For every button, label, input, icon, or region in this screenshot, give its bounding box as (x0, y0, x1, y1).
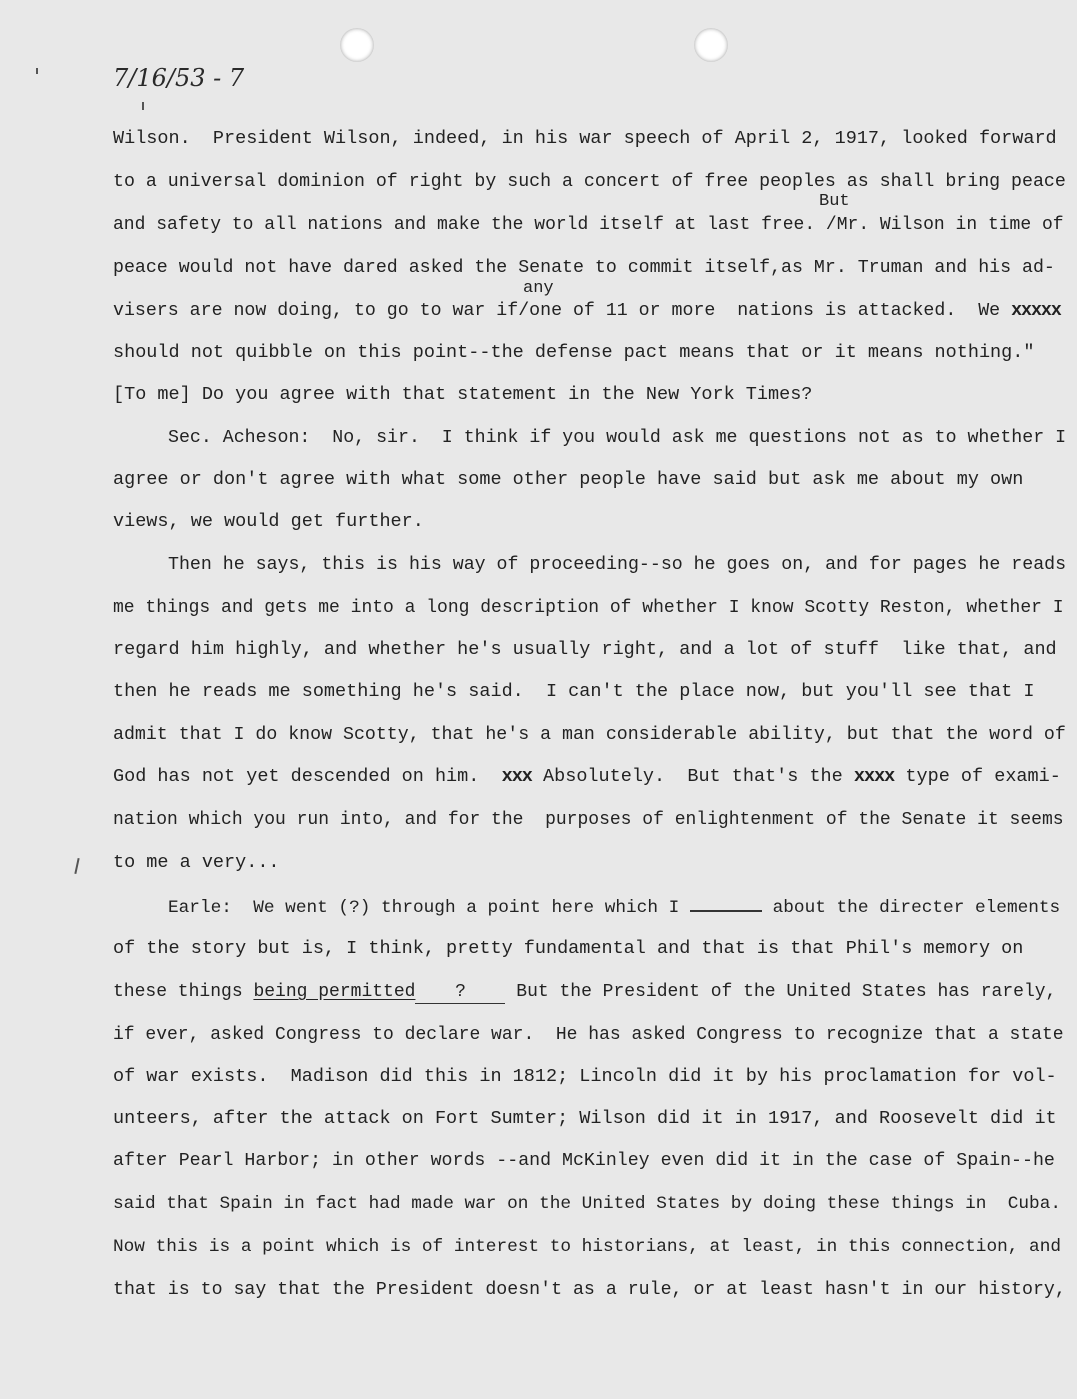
text-line: regard him highly, and whether he's usually right, and a lot of stuff like that, and (113, 639, 1057, 660)
handwritten-insertion: But (819, 192, 850, 211)
struck-text: xxxxx (1011, 301, 1061, 321)
text-line: admit that I do know Scotty, that he's a man considerable ability, but that the word of (113, 725, 1066, 745)
text-line: of the story but is, I think, pretty fundamental and that is that Phil's memory on (113, 938, 1024, 959)
text-line: Then he says, this is his way of proceeding--so he goes on, and for pages he reads (168, 555, 1067, 575)
text-line: after Pearl Harbor; in other words --and McKinley even did it in the case of Spain--he (113, 1151, 1055, 1171)
text-line: [To me] Do you agree with that statement in the New York Times? (113, 384, 813, 405)
text-line: unteers, after the attack on Fort Sumter; Wilson did it in 1917, and Roosevelt did it (113, 1108, 1057, 1129)
punch-hole-right (694, 28, 728, 62)
blank-line (690, 896, 762, 912)
text-line: Sec. Acheson: No, sir. I think if you would ask me questions not as to whether I (168, 428, 1067, 448)
question-blank: ? (415, 981, 505, 1004)
text-line: Wilson. President Wilson, indeed, in his war speech of April 2, 1917, looked forward (113, 128, 1057, 149)
line-text: about the directer elements (772, 898, 1061, 918)
text-line: should not quibble on this point--the defense pact means that or it means nothing." (113, 342, 1035, 363)
page-reference: 7/16/53 - 7 (113, 64, 245, 92)
line-text: But the President of the United States has rarely, (505, 982, 1057, 1002)
line-text: Absolutely. But that's the (543, 766, 843, 787)
line-text: type of exami- (905, 766, 1061, 787)
stray-mark (74, 858, 79, 874)
line-text: visers are now doing, to go to war if/one of 11 or more nations is attacked. We (113, 301, 1001, 321)
handwritten-insertion: any (523, 279, 554, 298)
text-line: peace would not have dared asked the Senate to commit itself,as Mr. Truman and his ad- (113, 258, 1055, 278)
stray-mark (36, 68, 38, 74)
line-text: Earle: We went (?) through a point here which I (168, 898, 680, 918)
text-line (113, 981, 1056, 1003)
text-line: if ever, asked Congress to declare war. He has asked Congress to recognize that a state (113, 1025, 1064, 1045)
text-line: that is to say that the President doesn't as a rule, or at least hasn't in our history, (113, 1280, 1066, 1300)
text-line (168, 896, 1060, 918)
line-text: God has not yet descended on him. (113, 766, 480, 787)
text-line: nation which you run into, and for the purposes of enlightenment of the Senate it seems (113, 810, 1064, 830)
stray-mark (142, 102, 144, 110)
text-line: to me a very... (113, 852, 280, 873)
text-line: to a universal dominion of right by such a concert of free peoples as shall bring peace (113, 172, 1066, 192)
underlined-text: being permitted (253, 982, 416, 1002)
text-line: then he reads me something he's said. I can't the place now, but you'll see that I (113, 681, 1035, 702)
text-line (113, 300, 1061, 322)
text-line: said that Spain in fact had made war on the United States by doing these things in Cuba. (113, 1194, 1062, 1214)
text-line: agree or don't agree with what some other people have said but ask me about my own (113, 469, 1024, 490)
text-line: of war exists. Madison did this in 1812; Lincoln did it by his proclamation for vol- (113, 1066, 1057, 1087)
struck-text: xxxx (853, 766, 895, 787)
text-line (113, 766, 1061, 788)
text-line: views, we would get further. (113, 511, 424, 532)
text-line: and safety to all nations and make the world itself at last free. /Mr. Wilson in time of (113, 215, 1064, 235)
punch-hole-left (340, 28, 374, 62)
struck-text: xxx (501, 766, 532, 787)
text-line: me things and gets me into a long description of whether I know Scotty Reston, whether I (113, 598, 1064, 618)
text-line: Now this is a point which is of interest to historians, at least, in this connection, and (113, 1237, 1062, 1257)
line-text: these things (113, 982, 243, 1002)
